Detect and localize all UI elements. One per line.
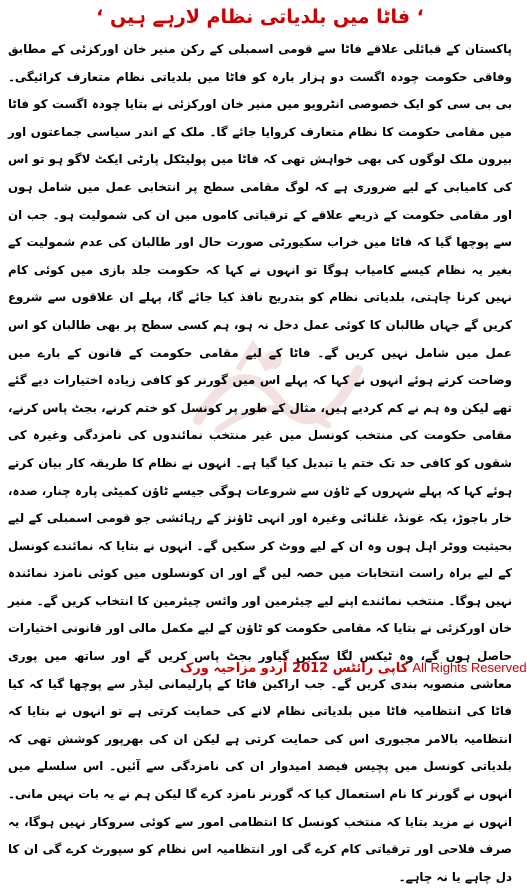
article-paragraph: پاکستان کے قبائلی علاقے فاٹا سے قومی اسمبلی کے رکن منیر خان اورکزئی کے مطابق وفاقی حکومت چودہ اگست دو ہزار بارہ کو فاٹا میں بلدیاتی نظام متعارف کرائیگی۔ بی بی سی کو ایک خصوصی انٹرویو میں منیر خان اورکزئی نے بتایا چودہ اگست کو فاٹا میں مقامی حکومت کا نظام متعارف کروایا جائے گا۔ ملک کے اندر سیاسی جماعتوں اور بیرون ملک لوگوں کی بھی خواہش تھی کہ فاٹا میں پولیٹکل پارٹی ایکٹ لاگو ہو تو اس کی کامیابی کے لیے ضروری ہے کہ لوگ مقامی سطح پر انتخابی عمل میں شامل ہوں اور مقامی حکومت کے ذریعے علاقے کے ترقیاتی کاموں میں ان کی شمولیت ہو۔ جب ان سے پوچھا گیا کہ فاٹا میں خراب سکیورٹی صورت حال اور طالبان کی عدم شمولیت کے بغیر یہ نظام کیسے کامیاب ہوگا تو انہوں نے کہا کہ حکومت جلد بازی میں کوئی کام نہیں کرنا چاہتی، بلدیاتی نظام کو بتدریج نافذ کیا جائے گا، پہلے ان علاقوں سے شروع کریں گے جہاں طالبان کا کوئی عمل دخل نہ ہو، ہم کسی سطح پر بھی طالبان کو اس عمل میں شامل نہیں کریں گے۔ فاٹا کے لیے مقامی حکومت کے قانون کے بارے میں وضاحت کرتے ہوئے انہوں نے کہا کہ پہلے اس میں گورنر کو کافی زیادہ اختیارات دیے گئے تھے لیکن وہ ہم نے کم کردیے ہیں، مثال کے طور پر کونسل کو ختم کرنے، بجٹ پاس کرنے، مقامی حکومت کی منتخب کونسل میں غیر منتخب نمائندوں کی نامزدگی وغیرہ کی شقوں کو کافی حد تک ختم یا تبدیل کیا گیا ہے۔ انہوں نے نظام کا طریقہ کار بیان کرتے ہوئے کہا کہ پہلے شہروں کے ٹاؤن سے شروعات ہوگی جیسے ٹاؤن کمیٹی پارہ چنار، صدہ، خار باجوڑ، یکہ غونڈ، غلنائی وغیرہ اور انہی ٹاؤنز کے رہائشی جو قومی اسمبلی کے لیے بحیثیت ووٹر اہل ہوں وہ ان کے لیے ووٹ کر سکیں گے۔ انہوں نے بتایا کہ نمائندے کونسل کے لیے براہ راست انتخابات میں حصہ لیں گے اور ان کونسلوں میں کوئی نامزد نمائندہ نہیں ہوگا۔ منتخب نمائندے اپنے لیے چیئرمین اور وائس چیئرمین کا انتخاب کریں گے۔ منیر خان اورکزئی نے بتایا کہ مقامی حکومت کو ٹاؤن کے لیے مکمل مالی اور قانونی اختیارات حاصل ہوں گے، وہ ٹیکس لگا سکیں گیاور بجٹ پاس کریں گے اور ساتھ میں پوری معاشی منصوبہ بندی کریں گے۔ جب اراکین فاٹا کے پارلیمانی لیڈر سے پوچھا گیا کہ کیا فاٹا کی انتظامیہ فاٹا میں بلدیاتی نظام لانے کی حمایت کرتی ہے تو انہوں نے بتایا کہ انتظامیہ بالامر مجبوری اس کی حمایت کرتی ہے لیکن ان کی بھرپور کوشش تھی کہ بلدیاتی کونسل میں پچیس فیصد امیدوار ان کی نامزدگی سے آئیں۔ اس سلسلے میں انہوں نے گورنر کا نام استعمال کیا کہ گورنر نامزد کرے گا لیکن ہم نے یہ بات نہیں مانی۔ انہوں نے مزید بتایا کہ منتخب کونسل کا انتظامی امور سے کوئی سروکار نہیں ہوگا، یہ صرف فلاحی اور ترقیاتی کام کرے گی اور انتظامیہ اس نظام کو سپورٹ کرے گی ان کا دل چاہے یا نہ چاہے۔	[8, 42, 512, 884]
article-headline: ‘ فاٹا میں بلدیاتی نظام لارہے ہیں ‘	[96, 6, 424, 28]
copyright-urdu-text: کاپی رائٹس 2012 اُردو مزاحیہ ورک	[180, 661, 409, 676]
all-rights-reserved-text: All Rights Reserved	[412, 660, 527, 675]
copyright-footer	[180, 657, 527, 679]
